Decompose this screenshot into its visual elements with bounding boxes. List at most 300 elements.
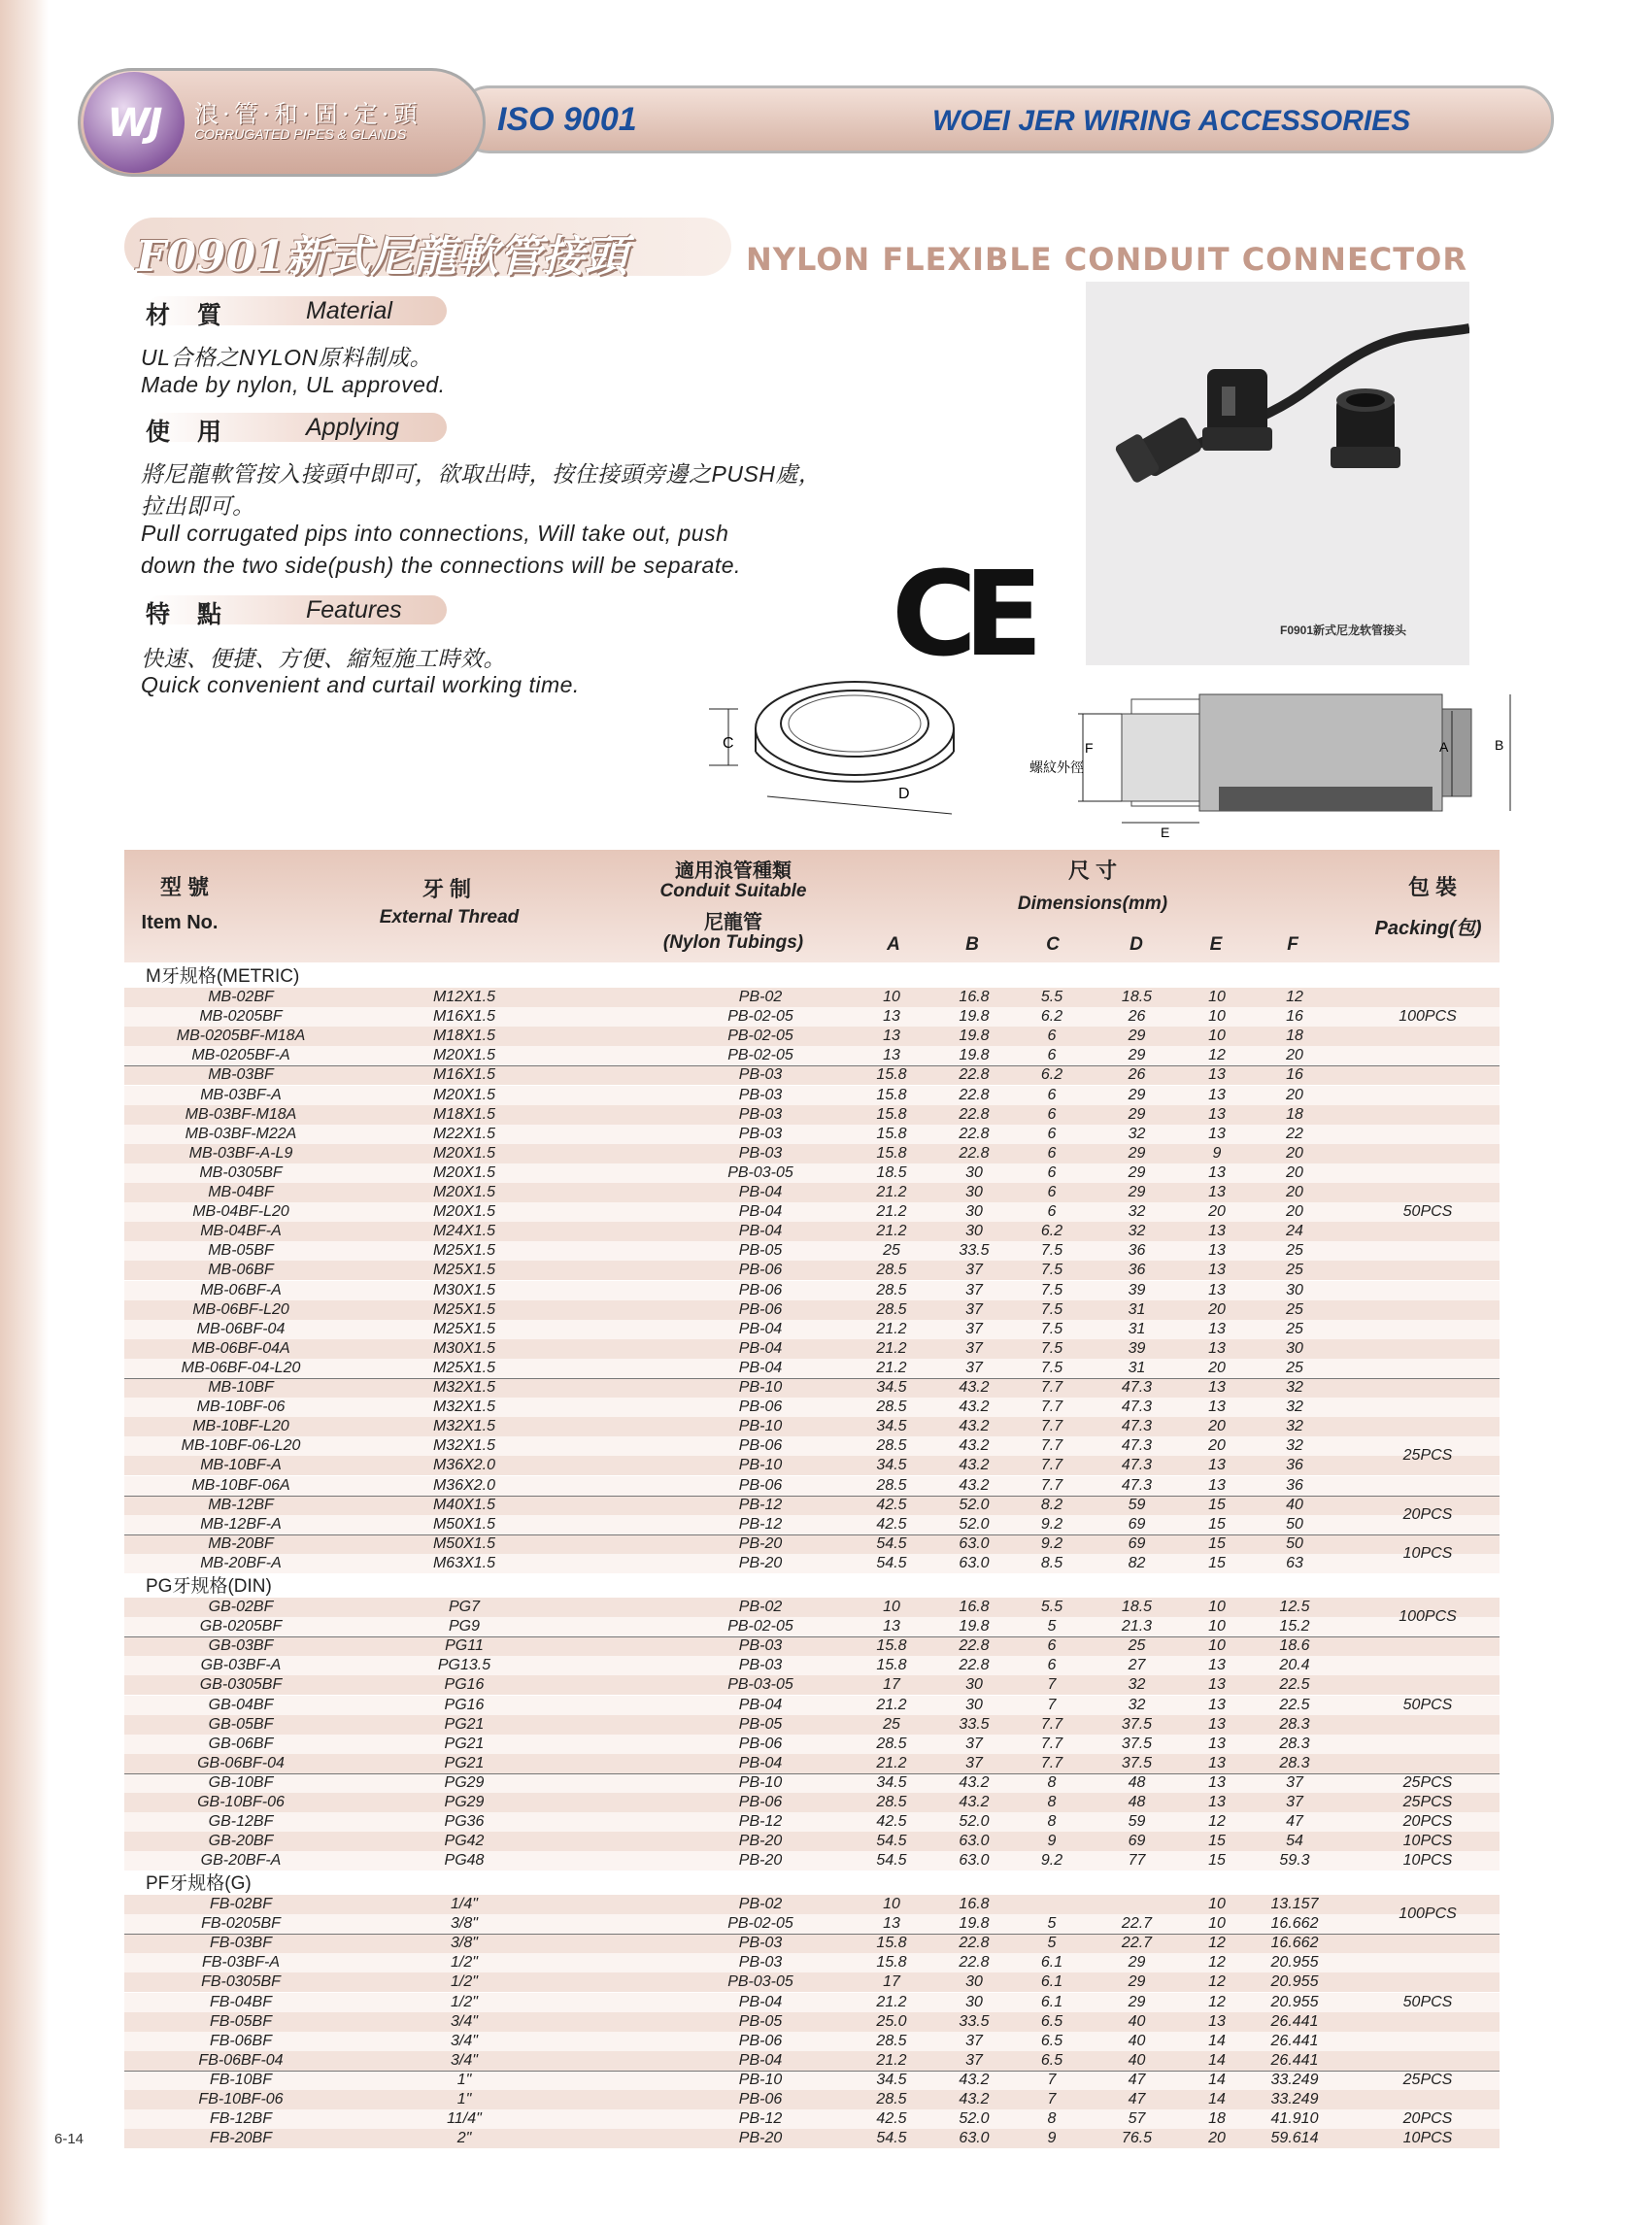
conduit-cell: PB-05: [738, 1242, 783, 1260]
dim-a-cell: 21.2: [876, 1993, 907, 2010]
dim-b-cell: 22.8: [959, 1066, 990, 1084]
thread-cell: PG48: [444, 1852, 485, 1870]
table-row: [124, 1895, 1500, 1914]
dim-c-cell: 5.5: [1040, 989, 1063, 1005]
item-no-cell: MB-12BF: [208, 1496, 274, 1513]
dim-e-cell: 13: [1208, 1163, 1226, 1181]
dim-b-cell: 22.8: [959, 1935, 990, 1952]
dim-e-cell: 20: [1208, 1300, 1226, 1318]
item-no-cell: GB-10BF-06: [197, 1794, 285, 1810]
dim-c-cell: 7.7: [1040, 1754, 1063, 1771]
dim-b-cell: 33.5: [959, 1242, 990, 1260]
connector-large-shape: [1202, 369, 1272, 451]
dim-d-cell: 40: [1128, 2051, 1146, 2069]
th-thread-cn: 牙 制: [421, 877, 472, 901]
item-no-cell: FB-05BF: [209, 2012, 272, 2030]
dim-c-cell: 7.5: [1040, 1359, 1063, 1376]
dim-b-cell: 30: [965, 1993, 983, 2010]
dim-d-cell: 32: [1128, 1223, 1146, 1240]
dim-f-cell: 22: [1286, 1125, 1303, 1142]
dim-a-cell: 15.8: [876, 1935, 907, 1952]
dim-d-cell: 29: [1128, 1105, 1146, 1123]
item-no-cell: GB-04BF: [208, 1696, 274, 1713]
thread-cell: 2": [456, 2130, 472, 2147]
item-no-cell: FB-20BF: [209, 2130, 272, 2147]
dim-d-cell: 69: [1128, 1534, 1146, 1552]
dim-c-cell: 6.1: [1040, 1954, 1063, 1972]
dim-f-cell: 33.249: [1270, 2091, 1319, 2107]
dim-c-cell: 9: [1047, 1833, 1057, 1850]
dim-d-cell: 57: [1128, 2110, 1146, 2128]
dim-c-cell: 7.7: [1040, 1418, 1063, 1435]
dim-f-cell: 20: [1286, 1047, 1303, 1064]
dim-d-cell: 29: [1128, 1086, 1146, 1103]
dim-c-cell: 7.5: [1040, 1300, 1063, 1318]
dim-b-cell: 22.8: [959, 1657, 990, 1674]
item-no-cell: GB-0305BF: [199, 1676, 283, 1694]
thread-cell: M24X1.5: [432, 1223, 496, 1240]
conduit-cell: PB-04: [738, 1754, 783, 1771]
table-row: [124, 1636, 1500, 1656]
dim-f-cell: 32: [1286, 1437, 1303, 1455]
packing-cell: 100PCS: [1399, 1905, 1457, 1923]
conduit-cell: PB-03-05: [727, 1163, 793, 1181]
item-no-cell: GB-20BF-A: [200, 1852, 282, 1870]
dim-e-cell: 13: [1208, 1105, 1226, 1123]
thread-cell: M63X1.5: [432, 1554, 496, 1571]
dim-b-cell: 37: [965, 1262, 983, 1279]
dim-b-cell: 43.2: [959, 1773, 990, 1791]
dim-a-cell: 21.2: [876, 1184, 907, 1200]
group-divider: [124, 1534, 1500, 1535]
conduit-cell: PB-20: [738, 1833, 783, 1850]
dim-f-cell: 20: [1286, 1184, 1303, 1200]
dim-b-cell: 43.2: [959, 2071, 990, 2088]
conduit-cell: PB-20: [738, 1852, 783, 1870]
dim-a-cell: 54.5: [876, 1852, 907, 1870]
item-no-cell: MB-10BF-L20: [192, 1418, 289, 1435]
dim-c-cell: 7.7: [1040, 1715, 1063, 1733]
conduit-cell: PB-10: [738, 2071, 783, 2088]
table-row: [124, 1086, 1500, 1105]
th-item-en: Item No.: [141, 912, 219, 933]
dim-a-cell: 13: [883, 1618, 900, 1635]
dim-d-cell: 48: [1128, 1794, 1146, 1810]
dim-e-cell: 18: [1208, 2110, 1226, 2128]
dim-a-cell: 28.5: [876, 1794, 907, 1810]
conduit-cell: PB-03: [738, 1105, 783, 1123]
table-row: [124, 1125, 1500, 1144]
dim-a-cell: 34.5: [876, 1418, 907, 1435]
material-heading-cn: 材質: [146, 301, 250, 329]
dim-c-cell: 5: [1047, 1915, 1057, 1933]
dim-d-cell: 47.3: [1121, 1476, 1153, 1494]
thread-cell: M32X1.5: [432, 1418, 496, 1435]
conduit-cell: PB-10: [738, 1457, 783, 1474]
features-line-1: 快速、便捷、方便、縮短施工時效。: [141, 646, 506, 671]
thread-cell: M16X1.5: [432, 1066, 496, 1084]
dim-c-cell: 6: [1047, 1184, 1057, 1200]
logo-english-text: CORRUGATED PIPES & GLANDS: [194, 126, 407, 142]
item-no-cell: MB-0305BF: [199, 1163, 283, 1181]
table-row: [124, 2129, 1500, 2148]
thread-cell: M32X1.5: [432, 1399, 496, 1416]
group-divider: [124, 1934, 1500, 1935]
dim-e-cell: 13: [1208, 1281, 1226, 1298]
features-line-2: Quick convenient and curtail working time.: [141, 672, 580, 697]
table-row: [124, 2012, 1500, 2032]
table-row: [124, 1222, 1500, 1241]
dim-a-cell: 13: [883, 1028, 900, 1045]
packing-cell: 50PCS: [1402, 1696, 1453, 1713]
dim-a-cell: 15.8: [876, 1954, 907, 1972]
item-no-cell: MB-05BF: [208, 1242, 274, 1260]
thread-cell: 3/8": [451, 1935, 478, 1952]
table-row: [124, 1993, 1500, 2012]
dim-c-cell: 8: [1047, 1794, 1057, 1810]
dim-e-cell: 13: [1208, 1223, 1226, 1240]
dim-f-cell: 63: [1286, 1554, 1303, 1571]
packing-cell: 25PCS: [1402, 2071, 1453, 2088]
dim-b-cell: 52.0: [959, 1813, 990, 1831]
dim-f-cell: 50: [1286, 1534, 1303, 1552]
dim-f-cell: 36: [1286, 1476, 1303, 1494]
dim-c-cell: 9.2: [1040, 1534, 1063, 1552]
dim-a-cell: 13: [883, 1047, 900, 1064]
conduit-cell: PB-04: [738, 1203, 783, 1221]
item-no-cell: FB-0205BF: [201, 1915, 281, 1933]
table-row: [124, 1914, 1500, 1934]
category-label: M牙规格(METRIC): [146, 966, 300, 987]
table-row: [124, 1027, 1500, 1046]
dim-f-cell: 16.662: [1270, 1915, 1319, 1933]
packing-cell: 10PCS: [1402, 2130, 1453, 2147]
dim-d-cell: 31: [1128, 1300, 1146, 1318]
table-row: [124, 1436, 1500, 1456]
conduit-cell: PB-06: [738, 1262, 783, 1279]
dim-a-cell: 25: [883, 1715, 900, 1733]
dim-b-cell: 43.2: [959, 1399, 990, 1416]
dim-f-cell: 13.157: [1270, 1896, 1319, 1912]
dim-f-cell: 20.955: [1270, 1993, 1319, 2010]
dim-c-cell: 5: [1047, 1618, 1057, 1635]
dim-b-cell: 30: [965, 1184, 983, 1200]
th-packing-en: Packing(包): [1374, 918, 1482, 939]
dim-b-cell: 33.5: [959, 2012, 990, 2030]
dim-e-cell: 12: [1208, 1993, 1226, 2010]
dim-a-cell: 15.8: [876, 1086, 907, 1103]
conduit-cell: PB-02-05: [727, 1008, 793, 1026]
dim-e-cell: 20: [1208, 2130, 1226, 2147]
table-row: [124, 1417, 1500, 1436]
dim-b-cell: 43.2: [959, 2091, 990, 2107]
dim-f-cell: 59.3: [1279, 1852, 1310, 1870]
applying-line-1: 將尼龍軟管按入接頭中即可，欲取出時，按住接頭旁邊之PUSH處，: [141, 461, 822, 487]
item-no-cell: GB-03BF-A: [200, 1657, 282, 1674]
dim-b-cell: 22.8: [959, 1954, 990, 1972]
dim-b-cell: 19.8: [959, 1618, 990, 1635]
dim-c-cell: 5: [1047, 1935, 1057, 1952]
dim-d-cell: 59: [1128, 1813, 1146, 1831]
item-no-cell: MB-02BF: [208, 989, 274, 1005]
item-no-cell: FB-06BF: [209, 2032, 272, 2049]
conduit-cell: PB-04: [738, 1993, 783, 2010]
item-no-cell: FB-12BF: [209, 2110, 272, 2128]
item-no-cell: FB-06BF-04: [198, 2051, 284, 2069]
group-divider: [124, 1773, 1500, 1774]
packing-cell: 100PCS: [1399, 1008, 1457, 1026]
dim-b-cell: 37: [965, 2051, 983, 2069]
conduit-cell: PB-20: [738, 2130, 783, 2147]
dim-e-cell: 13: [1208, 2012, 1226, 2030]
conduit-cell: PB-03: [738, 1086, 783, 1103]
th-conduit-cn: 適用浪管種類: [675, 860, 792, 882]
dim-c-cell: 6: [1047, 1203, 1057, 1221]
table-row: [124, 1202, 1500, 1222]
dim-c-cell: 7.7: [1040, 1457, 1063, 1474]
conduit-cell: PB-02: [738, 989, 783, 1005]
dim-b-cell: 30: [965, 1676, 983, 1694]
item-no-cell: MB-10BF-06: [196, 1399, 286, 1416]
dim-d-cell: 59: [1128, 1496, 1146, 1513]
th-conduit-en2: (Nylon Tubings): [662, 932, 804, 953]
dim-f-cell: 26.441: [1270, 2032, 1319, 2049]
item-no-cell: MB-12BF-A: [200, 1515, 282, 1533]
dim-a-cell: 28.5: [876, 1281, 907, 1298]
dim-e-cell: 13: [1208, 1339, 1226, 1357]
dim-a-cell: 17: [883, 1973, 900, 1991]
table-row: [124, 1953, 1500, 1972]
dim-b-cell: 16.8: [959, 1896, 990, 1912]
table-row: [124, 1675, 1500, 1695]
item-no-cell: MB-10BF-06-L20: [181, 1437, 301, 1455]
table-row: [124, 1300, 1500, 1320]
table-row: [124, 1378, 1500, 1398]
dim-e-cell: 13: [1208, 1476, 1226, 1494]
conduit-cell: PB-02-05: [727, 1618, 793, 1635]
conduit-cell: PB-12: [738, 1813, 783, 1831]
material-line-2: Made by nylon, UL approved.: [141, 372, 446, 397]
dim-d-cell: 29: [1128, 1993, 1146, 2010]
thread-cell: M25X1.5: [432, 1300, 496, 1318]
thread-cell: M22X1.5: [432, 1125, 496, 1142]
thread-cell: PG21: [444, 1754, 485, 1771]
dim-b-cell: 52.0: [959, 1515, 990, 1533]
dim-e-cell: 12: [1208, 1973, 1226, 1991]
thread-cell: M20X1.5: [432, 1184, 496, 1200]
dim-d-cell: 47.3: [1121, 1457, 1153, 1474]
packing-cell: 20PCS: [1402, 1505, 1453, 1523]
table-row: [124, 1163, 1500, 1183]
material-line-1: UL合格之NYLON原料制成。: [141, 345, 433, 370]
table-row: [124, 1144, 1500, 1163]
packing-cell: 25PCS: [1402, 1794, 1453, 1810]
nut-label-d: D: [898, 786, 910, 802]
table-row: [124, 1241, 1500, 1261]
dim-a-cell: 15.8: [876, 1105, 907, 1123]
dim-e-cell: 13: [1208, 1262, 1226, 1279]
brand-title: WOEI JER WIRING ACCESSORIES: [932, 105, 1411, 137]
dim-f-cell: 41.910: [1270, 2110, 1319, 2128]
item-no-cell: MB-06BF-04-L20: [181, 1359, 301, 1376]
thread-cell: M25X1.5: [432, 1359, 496, 1376]
dim-e-cell: 13: [1208, 1794, 1226, 1810]
dim-f-cell: 28.3: [1279, 1735, 1310, 1752]
dim-e-cell: 14: [1208, 2032, 1226, 2049]
dim-c-cell: 9.2: [1040, 1852, 1063, 1870]
dim-c-cell: 6: [1047, 1047, 1057, 1064]
dim-e-cell: 10: [1208, 1637, 1226, 1655]
item-no-cell: MB-0205BF-M18A: [176, 1028, 306, 1045]
dim-a-cell: 28.5: [876, 2032, 907, 2049]
packing-cell: 25PCS: [1402, 1447, 1453, 1465]
conduit-cell: PB-04: [738, 1696, 783, 1713]
packing-cell: 10PCS: [1402, 1833, 1453, 1850]
dim-b-cell: 22.8: [959, 1086, 990, 1103]
dim-d-cell: 77: [1128, 1852, 1146, 1870]
dim-c-cell: 9: [1047, 2130, 1057, 2147]
dim-e-cell: 14: [1208, 2071, 1226, 2088]
dim-e-cell: 13: [1208, 1320, 1226, 1337]
conduit-cell: PB-06: [738, 1437, 783, 1455]
logo-chinese-text: 浪·管·和·固·定·頭: [194, 100, 421, 128]
dim-b-cell: 19.8: [959, 1047, 990, 1064]
dim-b-cell: 22.8: [959, 1637, 990, 1655]
dim-d-cell: 31: [1128, 1359, 1146, 1376]
dim-f-cell: 26.441: [1270, 2051, 1319, 2069]
dim-e-cell: 12: [1208, 1954, 1226, 1972]
packing-cell: 10PCS: [1402, 1544, 1453, 1562]
dim-b-cell: 37: [965, 1735, 983, 1752]
ce-mark: CE: [892, 548, 1030, 683]
conduit-cell: PB-05: [738, 1715, 783, 1733]
dim-e-cell: 13: [1208, 1066, 1226, 1084]
thread-cell: 3/4": [451, 2032, 478, 2049]
dim-e-cell: 20: [1208, 1203, 1226, 1221]
dim-f-cell: 15.2: [1279, 1618, 1310, 1635]
dim-e-cell: 13: [1208, 1676, 1226, 1694]
material-heading-en: Material: [306, 297, 392, 324]
conn-label-thread: 螺紋外徑: [1029, 760, 1084, 776]
dim-f-cell: 25: [1286, 1300, 1303, 1318]
item-no-cell: FB-03BF-A: [201, 1954, 280, 1972]
th-conduit-cn2: 尼龍管: [704, 912, 762, 933]
dim-e-cell: 13: [1208, 1086, 1226, 1103]
page-number: 6-14: [54, 2131, 84, 2147]
dim-f-cell: 36: [1286, 1457, 1303, 1474]
dim-f-cell: 32: [1286, 1399, 1303, 1416]
dim-c-cell: 6.5: [1040, 2012, 1063, 2030]
dim-a-cell: 13: [883, 1008, 900, 1026]
dim-d-cell: 22.7: [1121, 1915, 1153, 1933]
thread-cell: PG16: [444, 1676, 485, 1694]
dim-f-cell: 54: [1286, 1833, 1303, 1850]
applying-heading-en: Applying: [306, 414, 399, 441]
thread-cell: PG13.5: [437, 1657, 491, 1674]
conduit-cell: PB-03: [738, 1066, 783, 1084]
dim-c-cell: 7: [1047, 1696, 1057, 1713]
conduit-cell: PB-06: [738, 1735, 783, 1752]
dim-b-cell: 43.2: [959, 1476, 990, 1494]
table-row: [124, 1656, 1500, 1675]
dim-a-cell: 42.5: [876, 1813, 907, 1831]
dim-c-cell: 9.2: [1040, 1515, 1063, 1533]
conduit-cell: PB-06: [738, 1399, 783, 1416]
dim-d-cell: 32: [1128, 1696, 1146, 1713]
packing-cell: 10PCS: [1402, 1852, 1453, 1870]
dim-c-cell: 6.2: [1040, 1223, 1063, 1240]
dim-e-cell: 10: [1208, 1599, 1226, 1615]
item-no-cell: MB-03BF-M22A: [185, 1125, 297, 1142]
item-no-cell: MB-03BF-A: [200, 1086, 282, 1103]
dim-e-cell: 10: [1208, 1618, 1226, 1635]
item-no-cell: FB-04BF: [209, 1993, 272, 2010]
dim-d-cell: 32: [1128, 1676, 1146, 1694]
dim-c-cell: 7.5: [1040, 1339, 1063, 1357]
dim-e-cell: 12: [1208, 1047, 1226, 1064]
photo-caption: F0901新式尼龙软管接头: [1280, 624, 1407, 637]
thread-cell: M20X1.5: [432, 1047, 496, 1064]
thread-cell: 1/2": [451, 1993, 478, 2010]
th-conduit-en: Conduit Suitable: [659, 881, 807, 901]
dim-f-cell: 24: [1286, 1223, 1303, 1240]
dim-d-cell: 39: [1128, 1281, 1146, 1298]
conduit-cell: PB-06: [738, 1281, 783, 1298]
dim-f-cell: 20: [1286, 1086, 1303, 1103]
dim-e-cell: 10: [1208, 1915, 1226, 1933]
dim-a-cell: 25: [883, 1242, 900, 1260]
dim-e-cell: 13: [1208, 1125, 1226, 1142]
th-col-e: E: [1209, 934, 1223, 955]
dim-d-cell: 29: [1128, 1047, 1146, 1064]
dim-e-cell: 13: [1208, 1696, 1226, 1713]
table-row: [124, 1105, 1500, 1125]
dim-b-cell: 37: [965, 1300, 983, 1318]
product-photo: [1086, 282, 1469, 665]
group-divider: [124, 1636, 1500, 1637]
dim-b-cell: 30: [965, 1203, 983, 1221]
dim-d-cell: 31: [1128, 1320, 1146, 1337]
dim-e-cell: 15: [1208, 1534, 1226, 1552]
dim-e-cell: 13: [1208, 1657, 1226, 1674]
dim-b-cell: 16.8: [959, 989, 990, 1005]
dim-d-cell: 26: [1128, 1008, 1146, 1026]
table-row: [124, 1598, 1500, 1617]
applying-heading-cn: 使用: [146, 418, 250, 446]
conduit-cell: PB-04: [738, 1339, 783, 1357]
dim-f-cell: 25: [1286, 1262, 1303, 1279]
dim-d-cell: 40: [1128, 2032, 1146, 2049]
table-row: [124, 2109, 1500, 2129]
conduit-cell: PB-03: [738, 1935, 783, 1952]
dim-a-cell: 25.0: [876, 2012, 907, 2030]
dim-c-cell: 7: [1047, 2091, 1057, 2107]
dim-c-cell: 7.7: [1040, 1476, 1063, 1494]
thread-cell: 1/4": [451, 1896, 478, 1912]
dim-b-cell: 63.0: [959, 1534, 990, 1552]
dim-f-cell: 25: [1286, 1242, 1303, 1260]
item-no-cell: GB-12BF: [208, 1813, 274, 1831]
applying-line-3: Pull corrugated pips into connections, Will take out, push: [141, 521, 729, 546]
dim-e-cell: 10: [1208, 1896, 1226, 1912]
conduit-cell: PB-12: [738, 1496, 783, 1513]
table-row: [124, 2071, 1500, 2090]
dim-f-cell: 20.955: [1270, 1973, 1319, 1991]
dim-b-cell: 16.8: [959, 1599, 990, 1615]
dim-e-cell: 20: [1208, 1359, 1226, 1376]
dim-f-cell: 16: [1286, 1066, 1303, 1084]
product-title-cn: F0901新式尼龍軟管接頭: [136, 232, 627, 282]
